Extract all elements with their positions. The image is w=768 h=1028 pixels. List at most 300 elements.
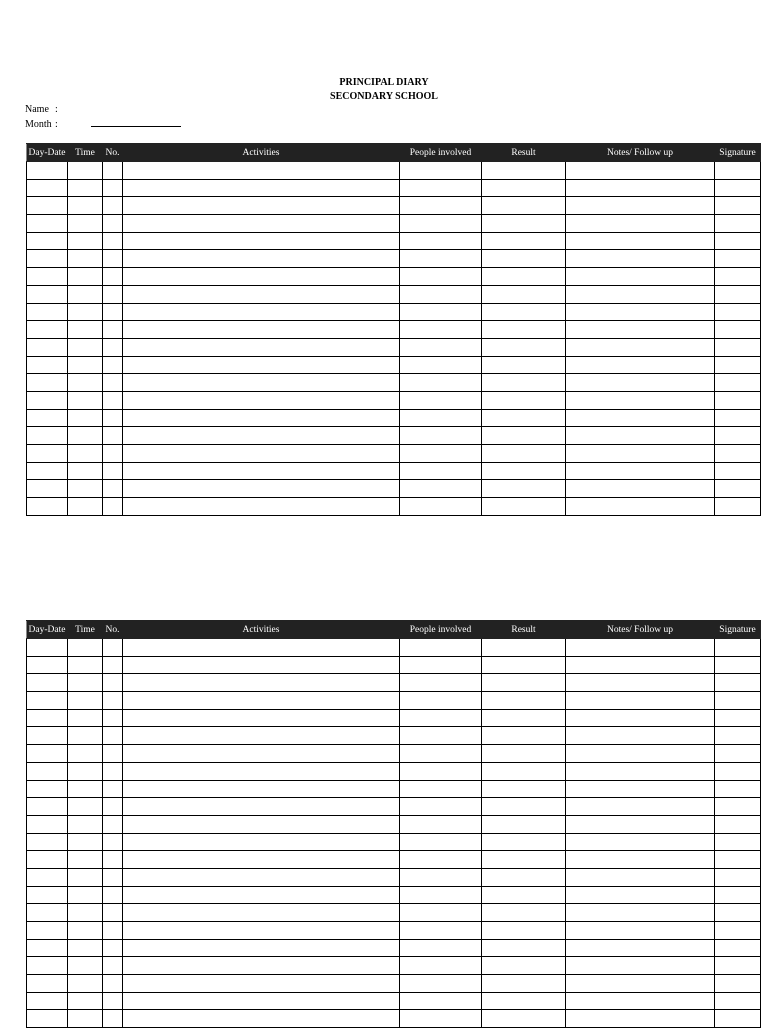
table-cell[interactable] (715, 868, 761, 886)
table-cell[interactable] (68, 780, 103, 798)
table-cell[interactable] (482, 798, 566, 816)
table-cell[interactable] (715, 498, 761, 516)
table-cell[interactable] (27, 179, 68, 197)
table-cell[interactable] (27, 445, 68, 463)
table-cell[interactable] (482, 303, 566, 321)
table-cell[interactable] (68, 904, 103, 922)
table-cell[interactable] (27, 285, 68, 303)
table-cell[interactable] (482, 374, 566, 392)
table-cell[interactable] (103, 957, 123, 975)
month-field[interactable] (91, 118, 181, 127)
table-cell[interactable] (123, 674, 400, 692)
table-cell[interactable] (123, 815, 400, 833)
table-cell[interactable] (123, 321, 400, 339)
table-cell[interactable] (27, 321, 68, 339)
table-cell[interactable] (103, 939, 123, 957)
table-cell[interactable] (566, 851, 715, 869)
table-cell[interactable] (400, 356, 482, 374)
table-cell[interactable] (482, 674, 566, 692)
table-cell[interactable] (68, 692, 103, 710)
table-cell[interactable] (482, 197, 566, 215)
table-cell[interactable] (27, 480, 68, 498)
table-cell[interactable] (566, 179, 715, 197)
table-cell[interactable] (566, 674, 715, 692)
table-cell[interactable] (103, 922, 123, 940)
table-cell[interactable] (123, 851, 400, 869)
table-cell[interactable] (123, 462, 400, 480)
table-cell[interactable] (68, 709, 103, 727)
table-cell[interactable] (566, 303, 715, 321)
table-cell[interactable] (715, 762, 761, 780)
table-cell[interactable] (400, 727, 482, 745)
table-cell[interactable] (400, 480, 482, 498)
table-cell[interactable] (400, 639, 482, 657)
table-cell[interactable] (27, 780, 68, 798)
table-cell[interactable] (715, 939, 761, 957)
table-cell[interactable] (103, 268, 123, 286)
table-cell[interactable] (123, 374, 400, 392)
table-cell[interactable] (715, 480, 761, 498)
table-cell[interactable] (400, 321, 482, 339)
table-cell[interactable] (715, 285, 761, 303)
table-cell[interactable] (566, 922, 715, 940)
table-cell[interactable] (566, 268, 715, 286)
table-cell[interactable] (482, 480, 566, 498)
table-cell[interactable] (123, 639, 400, 657)
table-cell[interactable] (103, 904, 123, 922)
table-cell[interactable] (715, 833, 761, 851)
table-cell[interactable] (103, 851, 123, 869)
table-cell[interactable] (400, 656, 482, 674)
table-cell[interactable] (123, 250, 400, 268)
table-cell[interactable] (482, 975, 566, 993)
table-cell[interactable] (400, 498, 482, 516)
table-cell[interactable] (566, 975, 715, 993)
table-cell[interactable] (68, 1010, 103, 1028)
table-cell[interactable] (482, 1010, 566, 1028)
table-cell[interactable] (68, 462, 103, 480)
table-cell[interactable] (400, 992, 482, 1010)
table-cell[interactable] (103, 480, 123, 498)
table-cell[interactable] (27, 250, 68, 268)
table-cell[interactable] (68, 745, 103, 763)
table-cell[interactable] (103, 303, 123, 321)
table-cell[interactable] (103, 285, 123, 303)
table-cell[interactable] (68, 427, 103, 445)
table-cell[interactable] (715, 445, 761, 463)
table-cell[interactable] (566, 957, 715, 975)
table-cell[interactable] (68, 321, 103, 339)
table-cell[interactable] (68, 268, 103, 286)
table-cell[interactable] (715, 674, 761, 692)
table-cell[interactable] (68, 957, 103, 975)
table-cell[interactable] (68, 232, 103, 250)
table-cell[interactable] (123, 445, 400, 463)
table-cell[interactable] (566, 162, 715, 180)
table-cell[interactable] (68, 798, 103, 816)
table-cell[interactable] (123, 338, 400, 356)
table-cell[interactable] (123, 957, 400, 975)
table-cell[interactable] (68, 992, 103, 1010)
table-cell[interactable] (715, 904, 761, 922)
table-cell[interactable] (68, 215, 103, 233)
table-cell[interactable] (400, 780, 482, 798)
table-cell[interactable] (715, 374, 761, 392)
table-cell[interactable] (103, 745, 123, 763)
table-cell[interactable] (103, 762, 123, 780)
table-cell[interactable] (103, 391, 123, 409)
table-cell[interactable] (27, 762, 68, 780)
table-cell[interactable] (103, 992, 123, 1010)
table-cell[interactable] (123, 939, 400, 957)
table-cell[interactable] (123, 833, 400, 851)
table-cell[interactable] (482, 445, 566, 463)
table-cell[interactable] (400, 957, 482, 975)
table-cell[interactable] (566, 480, 715, 498)
table-cell[interactable] (103, 250, 123, 268)
table-cell[interactable] (482, 922, 566, 940)
table-cell[interactable] (123, 780, 400, 798)
table-cell[interactable] (123, 868, 400, 886)
table-cell[interactable] (715, 391, 761, 409)
table-cell[interactable] (123, 427, 400, 445)
table-cell[interactable] (123, 179, 400, 197)
table-cell[interactable] (68, 939, 103, 957)
table-cell[interactable] (68, 480, 103, 498)
table-cell[interactable] (27, 1010, 68, 1028)
table-cell[interactable] (400, 162, 482, 180)
table-cell[interactable] (400, 303, 482, 321)
table-cell[interactable] (482, 162, 566, 180)
table-cell[interactable] (566, 356, 715, 374)
table-cell[interactable] (123, 268, 400, 286)
table-cell[interactable] (482, 833, 566, 851)
table-cell[interactable] (400, 798, 482, 816)
table-cell[interactable] (566, 498, 715, 516)
table-cell[interactable] (400, 427, 482, 445)
table-cell[interactable] (68, 656, 103, 674)
table-cell[interactable] (103, 709, 123, 727)
table-cell[interactable] (566, 709, 715, 727)
table-cell[interactable] (715, 851, 761, 869)
table-cell[interactable] (123, 498, 400, 516)
table-cell[interactable] (566, 391, 715, 409)
table-cell[interactable] (123, 391, 400, 409)
table-cell[interactable] (715, 215, 761, 233)
table-cell[interactable] (68, 162, 103, 180)
table-cell[interactable] (566, 692, 715, 710)
table-cell[interactable] (27, 886, 68, 904)
table-cell[interactable] (27, 656, 68, 674)
table-cell[interactable] (715, 427, 761, 445)
table-cell[interactable] (27, 815, 68, 833)
table-cell[interactable] (715, 338, 761, 356)
table-cell[interactable] (27, 498, 68, 516)
table-cell[interactable] (123, 762, 400, 780)
table-cell[interactable] (103, 356, 123, 374)
table-cell[interactable] (566, 886, 715, 904)
table-cell[interactable] (715, 709, 761, 727)
table-cell[interactable] (103, 409, 123, 427)
table-cell[interactable] (68, 374, 103, 392)
table-cell[interactable] (123, 992, 400, 1010)
table-cell[interactable] (566, 656, 715, 674)
table-cell[interactable] (123, 656, 400, 674)
table-cell[interactable] (27, 727, 68, 745)
table-cell[interactable] (103, 179, 123, 197)
table-cell[interactable] (566, 780, 715, 798)
table-cell[interactable] (103, 215, 123, 233)
table-cell[interactable] (400, 745, 482, 763)
table-cell[interactable] (68, 409, 103, 427)
table-cell[interactable] (103, 162, 123, 180)
table-cell[interactable] (68, 922, 103, 940)
table-cell[interactable] (566, 409, 715, 427)
table-cell[interactable] (400, 250, 482, 268)
table-cell[interactable] (566, 639, 715, 657)
table-cell[interactable] (400, 922, 482, 940)
table-cell[interactable] (482, 391, 566, 409)
table-cell[interactable] (68, 285, 103, 303)
table-cell[interactable] (68, 250, 103, 268)
table-cell[interactable] (123, 409, 400, 427)
table-cell[interactable] (68, 833, 103, 851)
table-cell[interactable] (123, 1010, 400, 1028)
table-cell[interactable] (400, 886, 482, 904)
table-cell[interactable] (482, 745, 566, 763)
table-cell[interactable] (27, 338, 68, 356)
table-cell[interactable] (123, 975, 400, 993)
table-cell[interactable] (68, 639, 103, 657)
table-cell[interactable] (400, 868, 482, 886)
table-cell[interactable] (27, 462, 68, 480)
table-cell[interactable] (123, 215, 400, 233)
table-cell[interactable] (400, 851, 482, 869)
table-cell[interactable] (123, 886, 400, 904)
table-cell[interactable] (715, 162, 761, 180)
table-cell[interactable] (566, 445, 715, 463)
table-cell[interactable] (123, 197, 400, 215)
table-cell[interactable] (566, 232, 715, 250)
table-cell[interactable] (566, 745, 715, 763)
table-cell[interactable] (27, 374, 68, 392)
table-cell[interactable] (566, 1010, 715, 1028)
table-cell[interactable] (715, 992, 761, 1010)
table-cell[interactable] (482, 939, 566, 957)
table-cell[interactable] (400, 179, 482, 197)
table-cell[interactable] (566, 321, 715, 339)
table-cell[interactable] (566, 868, 715, 886)
table-cell[interactable] (566, 215, 715, 233)
table-cell[interactable] (715, 886, 761, 904)
table-cell[interactable] (566, 427, 715, 445)
table-cell[interactable] (27, 939, 68, 957)
table-cell[interactable] (103, 639, 123, 657)
table-cell[interactable] (123, 356, 400, 374)
table-cell[interactable] (715, 656, 761, 674)
table-cell[interactable] (400, 674, 482, 692)
table-cell[interactable] (482, 338, 566, 356)
table-cell[interactable] (482, 851, 566, 869)
table-cell[interactable] (27, 356, 68, 374)
table-cell[interactable] (400, 709, 482, 727)
table-cell[interactable] (400, 285, 482, 303)
table-cell[interactable] (103, 727, 123, 745)
table-cell[interactable] (123, 303, 400, 321)
table-cell[interactable] (715, 780, 761, 798)
table-cell[interactable] (400, 1010, 482, 1028)
table-cell[interactable] (482, 904, 566, 922)
table-cell[interactable] (27, 851, 68, 869)
table-cell[interactable] (27, 922, 68, 940)
table-cell[interactable] (27, 957, 68, 975)
table-cell[interactable] (566, 939, 715, 957)
table-cell[interactable] (68, 303, 103, 321)
table-cell[interactable] (68, 868, 103, 886)
table-cell[interactable] (103, 692, 123, 710)
table-cell[interactable] (27, 215, 68, 233)
table-cell[interactable] (715, 922, 761, 940)
table-cell[interactable] (68, 391, 103, 409)
table-cell[interactable] (482, 639, 566, 657)
table-cell[interactable] (103, 427, 123, 445)
table-cell[interactable] (566, 815, 715, 833)
table-cell[interactable] (715, 692, 761, 710)
table-cell[interactable] (400, 815, 482, 833)
table-cell[interactable] (482, 992, 566, 1010)
table-cell[interactable] (566, 904, 715, 922)
table-cell[interactable] (566, 462, 715, 480)
table-cell[interactable] (103, 445, 123, 463)
table-cell[interactable] (27, 232, 68, 250)
table-cell[interactable] (123, 922, 400, 940)
table-cell[interactable] (400, 762, 482, 780)
table-cell[interactable] (566, 285, 715, 303)
table-cell[interactable] (123, 232, 400, 250)
table-cell[interactable] (68, 498, 103, 516)
table-cell[interactable] (103, 656, 123, 674)
table-cell[interactable] (400, 462, 482, 480)
table-cell[interactable] (715, 179, 761, 197)
table-cell[interactable] (103, 321, 123, 339)
table-cell[interactable] (27, 427, 68, 445)
table-cell[interactable] (68, 727, 103, 745)
table-cell[interactable] (103, 833, 123, 851)
table-cell[interactable] (482, 727, 566, 745)
table-cell[interactable] (482, 215, 566, 233)
table-cell[interactable] (27, 162, 68, 180)
table-cell[interactable] (715, 727, 761, 745)
table-cell[interactable] (482, 815, 566, 833)
table-cell[interactable] (27, 709, 68, 727)
table-cell[interactable] (103, 886, 123, 904)
table-cell[interactable] (400, 904, 482, 922)
table-cell[interactable] (123, 480, 400, 498)
table-cell[interactable] (482, 356, 566, 374)
table-cell[interactable] (123, 745, 400, 763)
table-cell[interactable] (715, 321, 761, 339)
table-cell[interactable] (103, 374, 123, 392)
table-cell[interactable] (482, 656, 566, 674)
table-cell[interactable] (482, 179, 566, 197)
table-cell[interactable] (27, 303, 68, 321)
table-cell[interactable] (715, 975, 761, 993)
table-cell[interactable] (482, 868, 566, 886)
table-cell[interactable] (566, 250, 715, 268)
table-cell[interactable] (400, 939, 482, 957)
table-cell[interactable] (715, 745, 761, 763)
table-cell[interactable] (715, 815, 761, 833)
table-cell[interactable] (715, 639, 761, 657)
table-cell[interactable] (68, 445, 103, 463)
table-cell[interactable] (400, 268, 482, 286)
table-cell[interactable] (103, 798, 123, 816)
table-cell[interactable] (566, 833, 715, 851)
table-cell[interactable] (482, 692, 566, 710)
table-cell[interactable] (400, 391, 482, 409)
table-cell[interactable] (123, 798, 400, 816)
table-cell[interactable] (68, 674, 103, 692)
table-cell[interactable] (715, 1010, 761, 1028)
table-cell[interactable] (566, 374, 715, 392)
table-cell[interactable] (27, 798, 68, 816)
table-cell[interactable] (123, 162, 400, 180)
table-cell[interactable] (68, 338, 103, 356)
table-cell[interactable] (27, 833, 68, 851)
table-cell[interactable] (103, 975, 123, 993)
table-cell[interactable] (68, 886, 103, 904)
table-cell[interactable] (103, 232, 123, 250)
table-cell[interactable] (715, 197, 761, 215)
table-cell[interactable] (123, 692, 400, 710)
table-cell[interactable] (482, 268, 566, 286)
table-cell[interactable] (68, 762, 103, 780)
table-cell[interactable] (482, 957, 566, 975)
table-cell[interactable] (482, 709, 566, 727)
table-cell[interactable] (482, 762, 566, 780)
table-cell[interactable] (566, 197, 715, 215)
table-cell[interactable] (715, 798, 761, 816)
table-cell[interactable] (566, 992, 715, 1010)
table-cell[interactable] (123, 727, 400, 745)
table-cell[interactable] (482, 409, 566, 427)
table-cell[interactable] (400, 338, 482, 356)
table-cell[interactable] (123, 904, 400, 922)
table-cell[interactable] (103, 868, 123, 886)
table-cell[interactable] (400, 215, 482, 233)
table-cell[interactable] (482, 498, 566, 516)
table-cell[interactable] (715, 409, 761, 427)
table-cell[interactable] (68, 356, 103, 374)
table-cell[interactable] (27, 992, 68, 1010)
table-cell[interactable] (68, 975, 103, 993)
table-cell[interactable] (715, 462, 761, 480)
table-cell[interactable] (68, 179, 103, 197)
table-cell[interactable] (27, 674, 68, 692)
table-cell[interactable] (400, 197, 482, 215)
table-cell[interactable] (68, 815, 103, 833)
table-cell[interactable] (27, 692, 68, 710)
table-cell[interactable] (482, 232, 566, 250)
table-cell[interactable] (715, 303, 761, 321)
table-cell[interactable] (103, 674, 123, 692)
table-cell[interactable] (482, 250, 566, 268)
table-cell[interactable] (715, 356, 761, 374)
table-cell[interactable] (103, 462, 123, 480)
table-cell[interactable] (27, 409, 68, 427)
table-cell[interactable] (27, 745, 68, 763)
table-cell[interactable] (103, 1010, 123, 1028)
